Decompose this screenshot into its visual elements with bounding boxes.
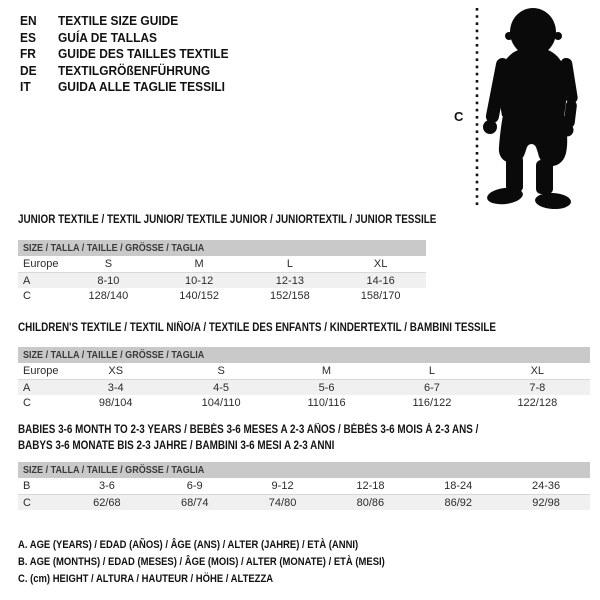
table-row-height bbox=[18, 395, 590, 410]
page-title-es: GUÍA DE TALLAS bbox=[58, 29, 158, 45]
height-cell: 62/68 bbox=[93, 496, 121, 509]
height-cell: 116/122 bbox=[412, 396, 452, 409]
section-title-text: BABIES 3-6 MONTH TO 2-3 YEARS / BEBÉS 3-6 MESES A 2-3 AÑOS / BÉBÉS 3-6 MOIS À 2-3 ANS / bbox=[18, 424, 479, 436]
height-cell: 80/86 bbox=[356, 496, 385, 509]
months-cell: 9-12 bbox=[271, 480, 294, 492]
size-header-bar bbox=[18, 240, 426, 256]
height-cell: 86/92 bbox=[444, 496, 472, 509]
size-cell: XS bbox=[108, 365, 124, 377]
size-header-bar bbox=[18, 462, 590, 478]
height-cell: 122/128 bbox=[517, 396, 558, 409]
language-title-list bbox=[20, 13, 243, 96]
height-cell: 104/110 bbox=[201, 396, 241, 409]
language-code: DE bbox=[20, 62, 37, 78]
months-cell: 18-24 bbox=[444, 480, 473, 492]
height-cell: 92/98 bbox=[532, 496, 560, 509]
row-label: C bbox=[23, 496, 31, 509]
language-code: IT bbox=[20, 79, 31, 94]
section-title-babies bbox=[18, 423, 553, 454]
size-cell: M bbox=[321, 365, 332, 377]
height-cell: 68/74 bbox=[180, 496, 209, 509]
table-row-months bbox=[18, 478, 590, 495]
baby-height-figure bbox=[448, 0, 600, 212]
section-title-children bbox=[18, 321, 574, 337]
age-cell: 12-13 bbox=[275, 274, 304, 287]
section-title-text: BABYS 3-6 MONATE BIS 2-3 JAHRE / BAMBINI 3-6 MESI A 2-3 ANNI bbox=[18, 439, 335, 452]
language-code: ES bbox=[20, 29, 36, 45]
junior-size-table bbox=[18, 240, 426, 303]
baby-silhouette bbox=[483, 8, 578, 210]
size-header-text: SIZE / TALLA / TAILLE / GRÖSSE / TAGLIA bbox=[23, 242, 205, 254]
legend-text: A. AGE (YEARS) / EDAD (AÑOS) / ÂGE (ANS) / ALTER (JAHRE) / ETÀ (ANNI) bbox=[18, 539, 359, 551]
section-title-text: JUNIOR TEXTILE / TEXTIL JUNIOR/ TEXTILE JUNIOR / JUNIORTEXTIL / JUNIOR TESSILE bbox=[18, 214, 437, 226]
legend bbox=[18, 537, 445, 588]
size-cell: S bbox=[104, 258, 113, 270]
height-cell: 74/80 bbox=[268, 496, 297, 509]
table-row-height bbox=[18, 495, 590, 510]
language-row-fr bbox=[20, 46, 243, 63]
page-title: TEXTILE SIZE GUIDE bbox=[58, 13, 179, 28]
age-cell: 6-7 bbox=[423, 381, 440, 394]
age-cell: 7-8 bbox=[529, 381, 546, 394]
months-cell: 3-6 bbox=[98, 480, 115, 492]
row-label: C bbox=[23, 396, 31, 409]
table-row-europe bbox=[18, 363, 590, 380]
size-cell: XL bbox=[373, 258, 388, 270]
size-cell: XL bbox=[530, 365, 545, 377]
children-size-table bbox=[18, 347, 590, 410]
language-row-it bbox=[20, 79, 243, 96]
legend-line-a bbox=[18, 537, 445, 554]
table-row-europe bbox=[18, 256, 426, 273]
months-cell: 12-18 bbox=[356, 480, 385, 492]
height-cell: 140/152 bbox=[179, 289, 219, 302]
legend-line-c bbox=[18, 571, 445, 588]
language-code: EN bbox=[20, 13, 37, 28]
language-code: FR bbox=[20, 46, 36, 61]
language-row-de bbox=[20, 63, 243, 80]
months-cell: 24-36 bbox=[531, 480, 561, 492]
row-label: Europe bbox=[23, 365, 59, 377]
table-row-age bbox=[18, 273, 426, 288]
language-row-es bbox=[20, 30, 243, 47]
age-cell: 3-4 bbox=[107, 381, 124, 394]
age-cell: 10-12 bbox=[185, 274, 214, 287]
age-cell: 4-5 bbox=[213, 381, 230, 394]
height-cell: 110/116 bbox=[307, 396, 346, 409]
language-row-en bbox=[20, 13, 243, 30]
height-cell: 158/170 bbox=[360, 289, 401, 302]
legend-text: B. AGE (MONTHS) / EDAD (MESES) / ÂGE (MOIS) / ALTER (MONATE) / ETÀ (MESI) bbox=[18, 556, 385, 568]
row-label: A bbox=[23, 274, 31, 287]
section-title-junior bbox=[18, 213, 504, 229]
size-header-bar bbox=[18, 347, 590, 363]
size-cell: L bbox=[428, 365, 435, 377]
size-header-text: SIZE / TALLA / TAILLE / GRÖSSE / TAGLIA bbox=[23, 349, 205, 361]
page-title-it: GUIDA ALLE TAGLIE TESSILI bbox=[58, 79, 226, 94]
row-label: Europe bbox=[23, 258, 59, 270]
age-cell: 5-6 bbox=[318, 381, 335, 394]
size-cell: M bbox=[194, 258, 204, 270]
row-label: B bbox=[23, 480, 31, 492]
legend-text: C. (cm) HEIGHT / ALTURA / HAUTEUR / HÖHE / ALTEZZA bbox=[18, 573, 274, 585]
row-label: A bbox=[23, 381, 31, 394]
height-cell: 128/140 bbox=[88, 289, 129, 302]
babies-size-table bbox=[18, 462, 590, 510]
size-cell: L bbox=[286, 258, 293, 270]
section-title-text: CHILDREN'S TEXTILE / TEXTIL NIÑO/A / TEXTILE DES ENFANTS / KINDERTEXTIL / BAMBINI TESSILE bbox=[18, 322, 497, 334]
table-row-age bbox=[18, 380, 590, 395]
age-cell: 14-16 bbox=[366, 274, 395, 287]
size-header-text: SIZE / TALLA / TAILLE / GRÖSSE / TAGLIA bbox=[23, 464, 205, 476]
age-cell: 8-10 bbox=[97, 274, 120, 287]
legend-line-b bbox=[18, 554, 445, 571]
size-cell: S bbox=[217, 365, 225, 377]
page-title-de: TEXTILGRÖßENFÜHRUNG bbox=[58, 62, 211, 78]
row-label: C bbox=[23, 289, 31, 302]
months-cell: 6-9 bbox=[186, 480, 203, 492]
page-title-fr: GUIDE DES TAILLES TEXTILE bbox=[58, 46, 229, 61]
height-cell: 152/158 bbox=[269, 289, 310, 302]
table-row-height bbox=[18, 288, 426, 303]
height-cell: 98/104 bbox=[98, 396, 133, 409]
height-measure-label: C bbox=[454, 109, 464, 124]
